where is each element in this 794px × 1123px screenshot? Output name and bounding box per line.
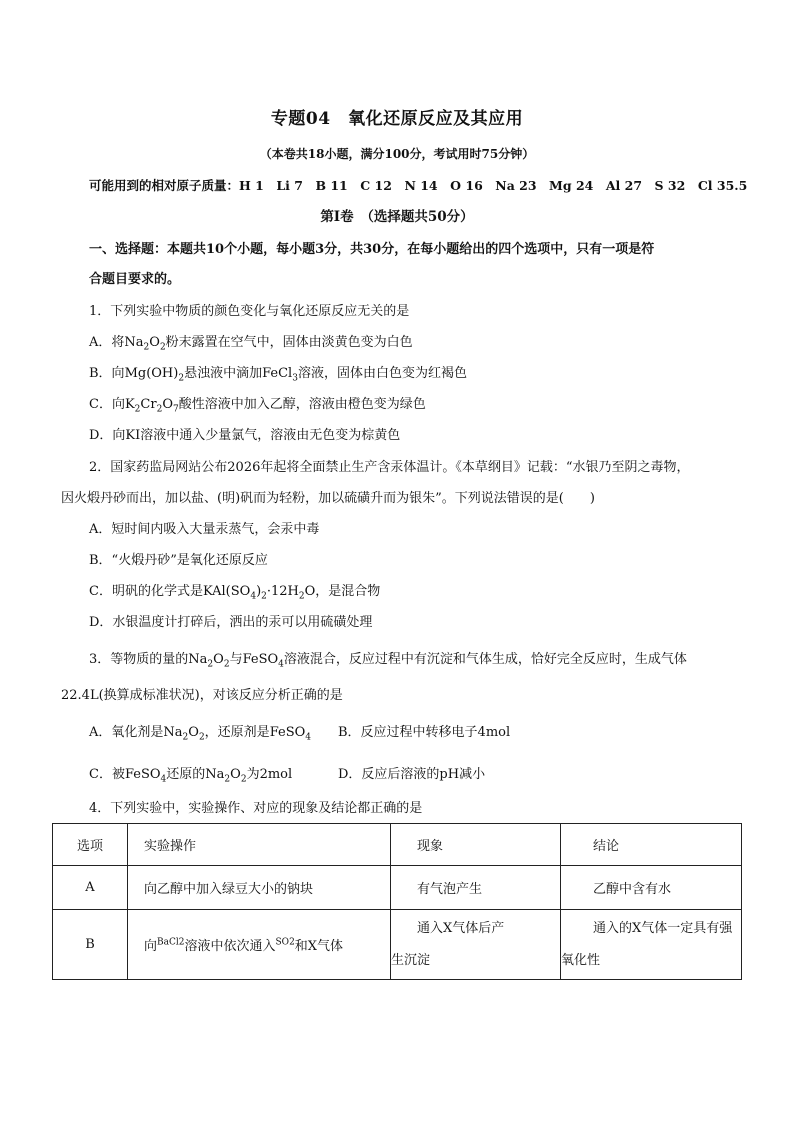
q2-option-b: B．“火煅丹砂”是氧化还原反应 bbox=[89, 553, 268, 568]
header-conclusion: 结论 bbox=[561, 824, 742, 866]
q1-option-b: B．向$Mg(OH)_2$悬浊液中滴加FeCl$_3$溶液，固体由白色变为红褐色 bbox=[89, 366, 467, 384]
row-b-phenomenon: 通入X气体后产 生沉淀 bbox=[391, 910, 561, 980]
q3-stem-line2: 22.4L(换算成标准状况)，对该反应分析正确的是 bbox=[61, 688, 343, 703]
row-b-conclusion: 通入的X气体一定具有强 氧化性 bbox=[561, 910, 742, 980]
experiment-table bbox=[52, 823, 742, 980]
table-row bbox=[53, 866, 742, 910]
row-a-operation: 向乙醇中加入绿豆大小的钠块 bbox=[128, 866, 391, 910]
q3-option-d: D．反应后溶液的pH减小 bbox=[338, 767, 486, 782]
table-header-row bbox=[53, 824, 742, 866]
q4-stem: 4．下列实验中，实验操作、对应的现象及结论都正确的是 bbox=[89, 801, 423, 816]
page-title: 专题04 氧化还原反应及其应用 bbox=[270, 109, 524, 129]
q2-option-c: C．明矾的化学式是$KAl(SO_4)_2\cdot 12H_2O$，是混合物 bbox=[89, 584, 381, 602]
q1-option-a: A．将$Na_2O_2$粉末露置在空气中，固体由淡黄色变为白色 bbox=[89, 335, 413, 353]
part1-heading-line2: 合题目要求的。 bbox=[89, 272, 181, 287]
q3-option-c: C．被FeSO$_4$还原的$Na_2O_2$为2mol bbox=[89, 767, 293, 785]
exam-info: （本卷共18小题，满分100分，考试用时75分钟） bbox=[259, 147, 535, 161]
q2-stem-line2: 因火煅丹砂而出，加以盐、(明)矾而为轻粉，加以硫磺升而为银朱”。下列说法错误的是( ) bbox=[61, 491, 595, 506]
table-row bbox=[53, 910, 742, 980]
part1-heading-line1: 一、选择题：本题共10个小题，每小题3分，共30分，在每小题给出的四个选项中，只有一项是符 bbox=[89, 242, 655, 257]
row-b-operation: 向$^{BaCl2}$溶液中依次通入$^{SO2}$和X气体 bbox=[128, 910, 391, 980]
atomic-masses: 可能用到的相对原子质量：H 1 Li 7 B 11 C 12 N 14 O 16 Na 23 Mg 24 Al 27 S 32 Cl 35.5 bbox=[89, 178, 748, 193]
section-title: 第Ⅰ卷 （选择题共50分） bbox=[320, 209, 474, 225]
header-phenomenon: 现象 bbox=[391, 824, 561, 866]
q1-option-d: D．向KI溶液中通入少量氯气，溶液由无色变为棕黄色 bbox=[89, 428, 401, 443]
header-option: 选项 bbox=[53, 824, 128, 866]
q3-option-b: B．反应过程中转移电子4mol bbox=[338, 725, 511, 740]
q1-option-c: C．向$K_2Cr_2O_7$酸性溶液中加入乙醇，溶液由橙色变为绿色 bbox=[89, 397, 426, 415]
q3-stem-line1: 3．等物质的量的$Na_2O_2$与FeSO$_4$溶液混合，反应过程中有沉淀和气体生成，恰好完全反应时，生成气体 bbox=[89, 652, 687, 670]
header-operation: 实验操作 bbox=[128, 824, 391, 866]
row-a-conclusion: 乙醇中含有水 bbox=[561, 866, 742, 910]
q2-option-a: A．短时间内吸入大量汞蒸气，会汞中毒 bbox=[89, 522, 320, 537]
row-a-phenomenon: 有气泡产生 bbox=[391, 866, 561, 910]
q2-option-d: D．水银温度计打碎后，洒出的汞可以用硫磺处理 bbox=[89, 615, 373, 630]
q3-option-a: A．氧化剂是$Na_2O_2$，还原剂是FeSO$_4$ bbox=[89, 725, 311, 743]
q1-stem: 1．下列实验中物质的颜色变化与氧化还原反应无关的是 bbox=[89, 304, 410, 319]
row-a-option: A bbox=[53, 866, 128, 910]
q2-stem-line1: 2．国家药监局网站公布2026年起将全面禁止生产含汞体温计。《本草纲目》记载：“水银乃至阴之毒物， bbox=[89, 460, 690, 475]
row-b-option: B bbox=[53, 910, 128, 980]
